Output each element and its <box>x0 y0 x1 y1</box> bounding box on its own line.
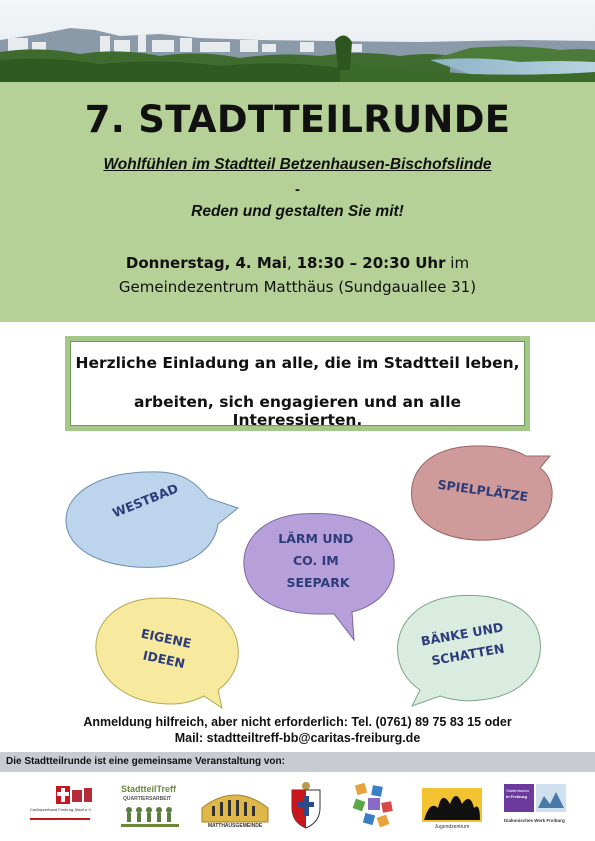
matthaeusgemeinde-logo <box>198 780 272 830</box>
subtitle-separator: - <box>295 181 300 198</box>
event-tagline: Reden und gestalten Sie mit! <box>191 203 404 220</box>
matthaeusgemeinde-logo-text: MATTHÄUSGEMEINDE <box>207 823 263 829</box>
stadtteiltreff-logo-title: StadtteilTreff <box>121 784 177 794</box>
event-date-suffix: im <box>445 254 470 272</box>
invitation-line-1: Herzliche Einladung an alle, die im Stadtteil leben, <box>75 354 520 372</box>
event-date <box>0 254 595 272</box>
bubble-baenke <box>398 595 541 706</box>
bubble-westbad <box>66 472 238 567</box>
topic-bubbles <box>0 440 595 710</box>
bubble-eigene-ideen-text-1: EIGENE <box>139 625 193 651</box>
stadtteiltreff-logo-subtitle: QUARTIERSARBEIT <box>123 796 172 802</box>
page-title: 7. STADTTEILRUNDE <box>84 98 511 141</box>
invitation-line-2: arbeiten, sich engagieren und an alle Interessierten. <box>133 393 462 429</box>
bubble-eigene-ideen <box>96 598 238 708</box>
jugendzentrum-logo-text: Jugendzentrum <box>434 824 470 830</box>
event-date-day: Donnerstag, 4. Mai <box>125 254 288 272</box>
landscape-photo <box>0 0 595 82</box>
coat-of-arms-logo <box>286 780 326 830</box>
bubble-westbad-text-1: WESTBAD <box>110 480 181 521</box>
caritas-logo-text: Caritasverband Freiburg-Stadt e.V. <box>30 807 92 812</box>
bubble-spielplaetze-text-1: SPIELPLÄTZE <box>436 476 530 505</box>
bubble-laerm-text-2: CO. IM <box>292 553 339 568</box>
contact-info-line-2: Mail: stadtteiltreff-bb@caritas-freiburg.de <box>174 731 421 745</box>
stadtteiltreff-logo <box>117 780 187 830</box>
bubble-laerm <box>244 513 394 640</box>
bubble-spielplaetze <box>412 446 553 540</box>
puzzle-logo <box>350 780 398 830</box>
bubble-baenke-text-1: BÄNKE UND <box>419 619 505 649</box>
event-time: 18:30 – 20:30 Uhr <box>296 254 446 272</box>
caritas-logo <box>28 780 98 830</box>
diakonisches-werk-logo-title: Stadtmission <box>506 788 529 793</box>
diakonisches-werk-logo-text: Diakonisches Werk Freiburg <box>504 818 565 823</box>
jugendzentrum-logo <box>420 780 484 830</box>
bubble-baenke-text-2: SCHATTEN <box>430 640 506 669</box>
diakonisches-werk-logo-subtitle: in Freiburg <box>506 794 527 799</box>
event-date-separator: , <box>287 254 297 272</box>
contact-info-line-1: Anmeldung hilfreich, aber nicht erforderlich: Tel. (0761) 89 75 83 15 oder <box>83 715 512 729</box>
bubble-laerm-text-3: SEEPARK <box>286 575 350 590</box>
event-venue: Gemeindezentrum Matthäus (Sundgauallee 31) <box>118 278 477 296</box>
diakonisches-werk-logo <box>500 780 570 830</box>
event-subtitle: Wohlfühlen im Stadtteil Betzenhausen-Bischofslinde <box>103 156 492 173</box>
sponsor-heading: Die Stadtteilrunde ist eine gemeinsame Veranstaltung von: <box>6 756 285 767</box>
bubble-eigene-ideen-text-2: IDEEN <box>141 647 187 672</box>
bubble-laerm-text-1: LÄRM UND <box>278 531 354 546</box>
